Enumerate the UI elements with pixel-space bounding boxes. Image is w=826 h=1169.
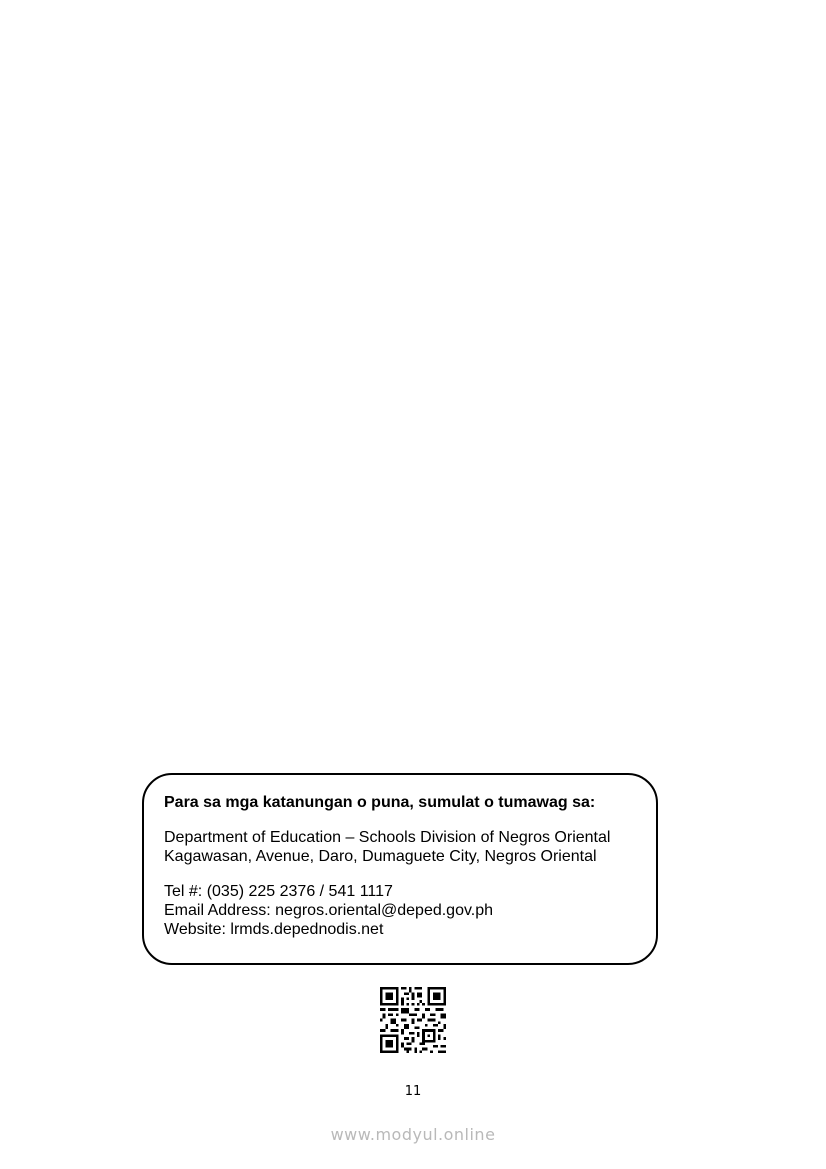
contact-details — [164, 882, 656, 939]
contact-heading: Para sa mga katanungan o puna, sumulat o tumawag sa: — [164, 794, 596, 811]
address-line-2: Kagawasan, Avenue, Daro, Dumaguete City, Negros Oriental — [164, 848, 597, 865]
watermark: www.modyul.online — [330, 1125, 496, 1144]
telephone-line: Tel #: (035) 225 2376 / 541 1117 — [164, 883, 393, 900]
page-number: 11 — [404, 1084, 422, 1099]
address-line-1: Department of Education – Schools Division of Negros Oriental — [164, 829, 611, 846]
email-line: Email Address: negros.oriental@deped.gov.ph — [164, 902, 494, 919]
website-line: Website: lrmds.depednodis.net — [164, 921, 384, 938]
contact-box — [142, 773, 658, 965]
qr-code — [380, 987, 446, 1053]
address-block — [164, 828, 656, 866]
